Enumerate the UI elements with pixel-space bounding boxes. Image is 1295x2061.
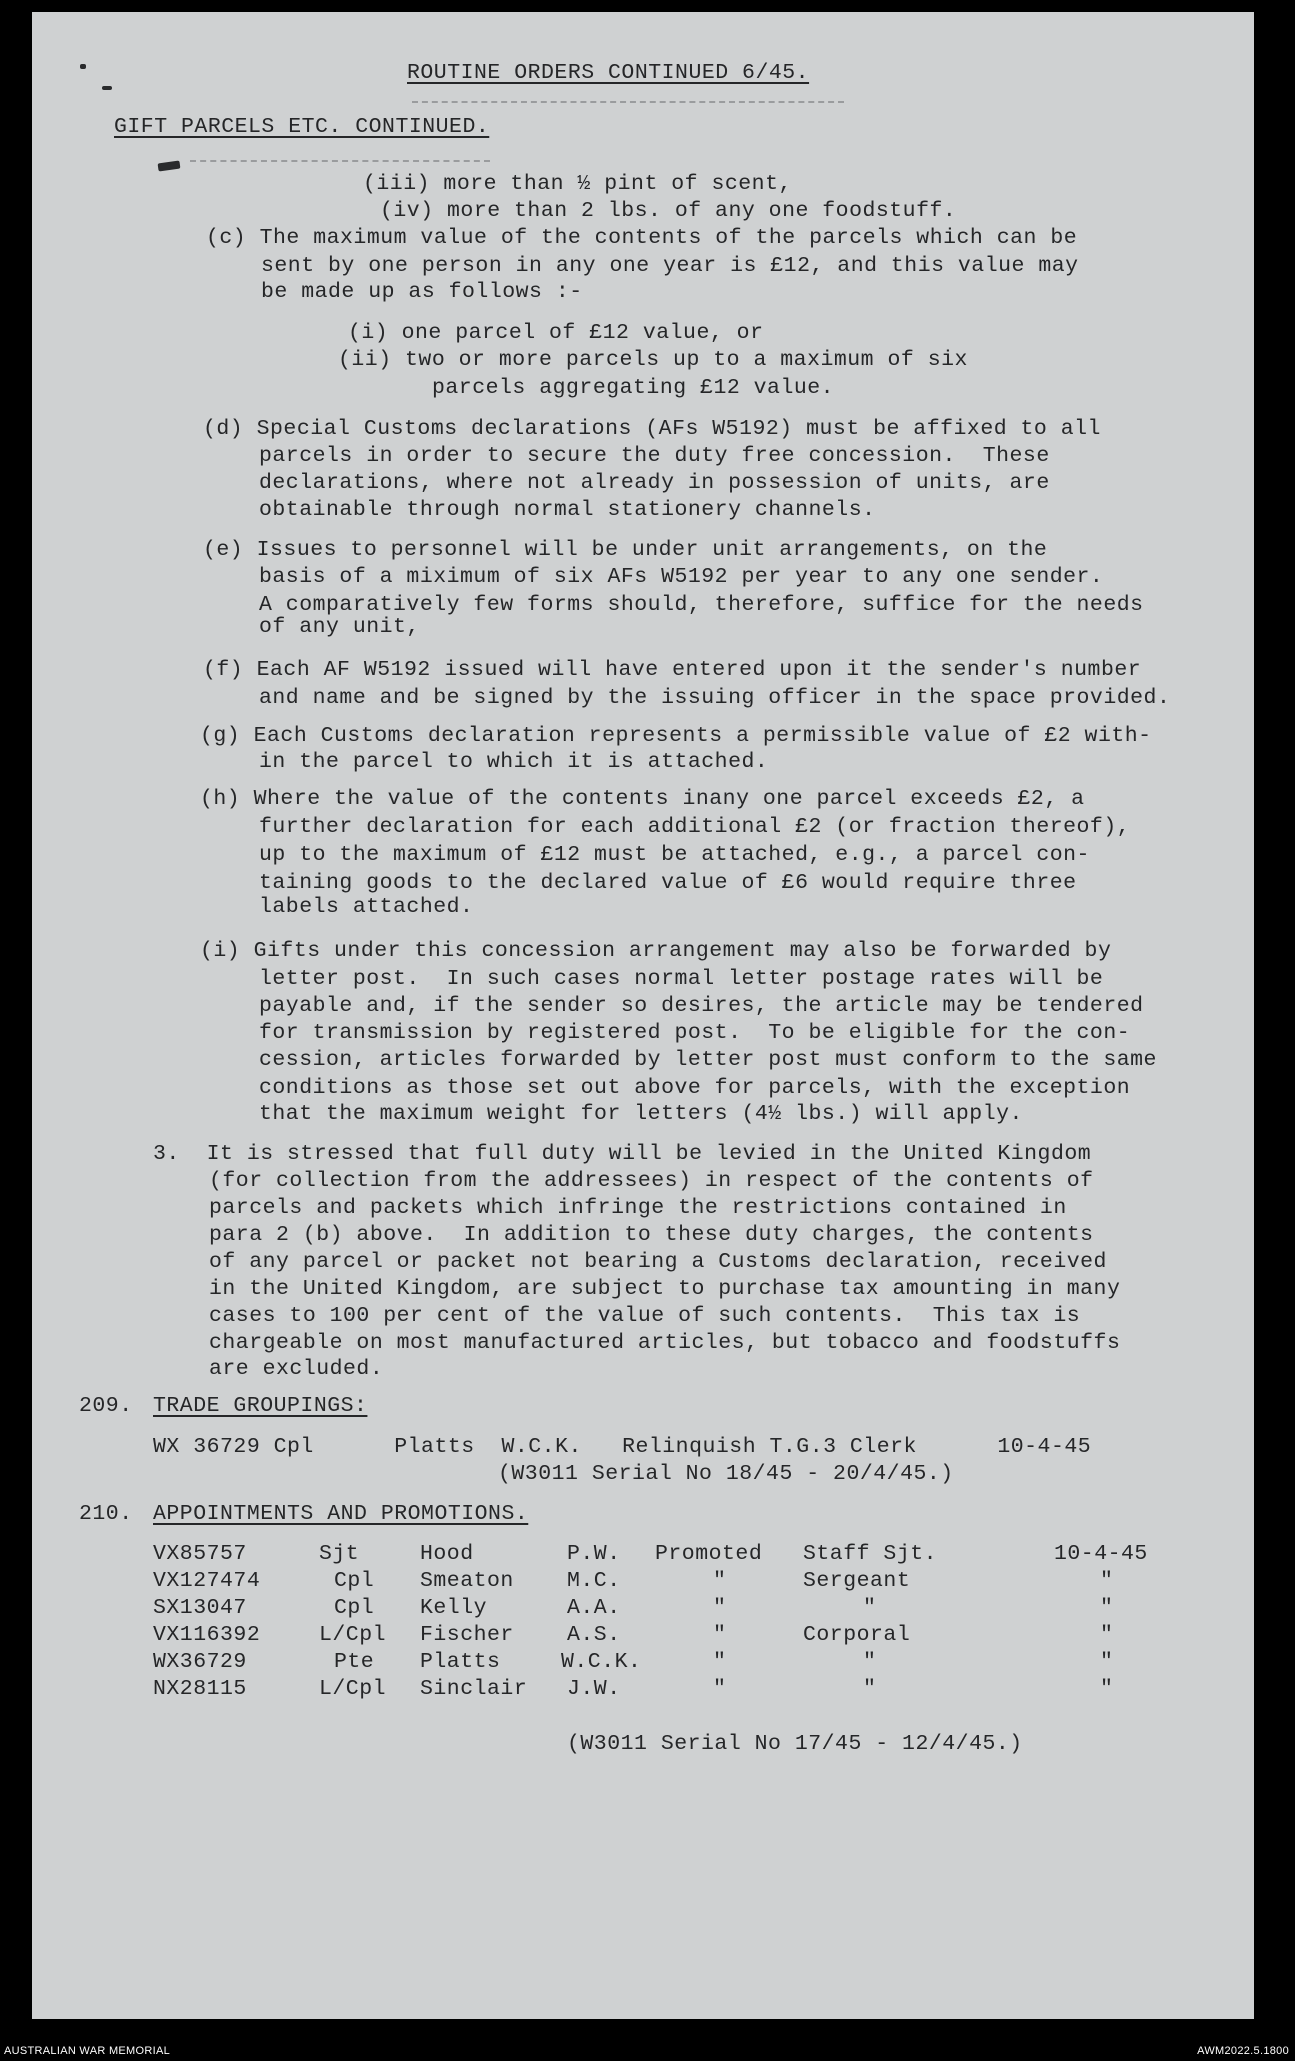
archive-credit: AUSTRALIAN WAR MEMORIAL [4, 2045, 171, 2057]
body-line: are excluded. [209, 1357, 384, 1381]
body-line: A comparatively few forms should, therefore, suffice for the needs [259, 593, 1144, 617]
cell-action: " [713, 1677, 727, 1701]
cell-rank: Cpl [334, 1596, 375, 1620]
body-line: (i) one parcel of £12 value, or [348, 321, 764, 345]
body-line: (d) Special Customs declarations (AFs W5192) must be affixed to all [203, 417, 1101, 441]
body-line: of any parcel or packet not bearing a Customs declaration, received [209, 1250, 1107, 1274]
body-line: cases to 100 per cent of the value of such contents. This tax is [209, 1304, 1081, 1328]
body-line: payable and, if the sender so desires, the article may be tendered [259, 994, 1144, 1018]
body-line: (iv) more than 2 lbs. of any one foodstuff. [380, 199, 957, 223]
ink-mark [80, 64, 86, 69]
body-line: (g) Each Customs declaration represents a permissible value of £2 with- [200, 724, 1152, 748]
divider [412, 101, 844, 103]
cell-number: VX116392 [153, 1623, 261, 1647]
cell-name: Kelly [420, 1596, 488, 1620]
body-line: for transmission by registered post. To be eligible for the con- [259, 1021, 1131, 1045]
body-line: taining goods to the declared value of £6 would require three [259, 871, 1077, 895]
body-line: (f) Each AF W5192 issued will have entered upon it the sender's number [203, 658, 1142, 682]
cell-date: " [1100, 1569, 1114, 1593]
cell-new-rank: Sergeant [803, 1569, 911, 1593]
cell-action: " [713, 1596, 727, 1620]
body-line: in the parcel to which it is attached. [259, 750, 769, 774]
body-line: (e) Issues to personnel will be under unit arrangements, on the [203, 538, 1048, 562]
section-title: APPOINTMENTS AND PROMOTIONS. [153, 1502, 529, 1526]
cell-initials: M.C. [567, 1569, 621, 1593]
body-line: (h) Where the value of the contents inany one parcel exceeds £2, a [200, 787, 1085, 811]
cell-number: VX85757 [153, 1542, 247, 1566]
divider [190, 160, 490, 162]
body-line: (iii) more than ½ pint of scent, [363, 172, 792, 196]
cell-name: Fischer [420, 1623, 514, 1647]
cell-name: Smeaton [420, 1569, 514, 1593]
body-line: labels attached. [259, 895, 474, 919]
cell-action: Promoted [655, 1542, 763, 1566]
body-line: parcels aggregating £12 value. [432, 376, 835, 400]
cell-rank: Cpl [334, 1569, 375, 1593]
cell-initials: J.W. [567, 1677, 621, 1701]
body-line: declarations, where not already in possession of units, are [259, 471, 1050, 495]
cell-action: " [713, 1569, 727, 1593]
trade-grouping-entry: WX 36729 Cpl Platts W.C.K. Relinquish T.G.3 Clerk 10-4-45 [153, 1435, 1092, 1459]
body-line: of any unit, [259, 615, 420, 639]
cell-rank: Pte [334, 1650, 375, 1674]
cell-initials: A.S. [567, 1623, 621, 1647]
cell-number: SX13047 [153, 1596, 247, 1620]
cell-initials: A.A. [567, 1596, 621, 1620]
serial-reference: (W3011 Serial No 17/45 - 12/4/45.) [567, 1732, 1023, 1756]
ink-mark [102, 86, 112, 90]
cell-initials: P.W. [567, 1542, 621, 1566]
body-line: (ii) two or more parcels up to a maximum of six [338, 348, 968, 372]
cell-action: " [713, 1650, 727, 1674]
body-line: parcels and packets which infringe the restrictions contained in [209, 1196, 1067, 1220]
cell-number: NX28115 [153, 1677, 247, 1701]
cell-rank: Sjt [319, 1542, 360, 1566]
body-line: (for collection from the addressees) in respect of the contents of [209, 1169, 1094, 1193]
body-line: 3. It is stressed that full duty will be levied in the United Kingdom [153, 1142, 1092, 1166]
cell-name: Platts [420, 1650, 501, 1674]
cell-number: VX127474 [153, 1569, 261, 1593]
cell-new-rank: Staff Sjt. [803, 1542, 938, 1566]
cell-new-rank: " [863, 1596, 877, 1620]
cell-name: Sinclair [420, 1677, 528, 1701]
body-line: that the maximum weight for letters (4½ lbs.) will apply. [259, 1102, 1023, 1126]
body-line: conditions as those set out above for parcels, with the exception [259, 1076, 1131, 1100]
body-line: sent by one person in any one year is £12, and this value may [261, 254, 1079, 278]
body-line: letter post. In such cases normal letter postage rates will be [259, 967, 1104, 991]
section-number: 210. [79, 1502, 133, 1526]
body-line: (c) The maximum value of the contents of the parcels which can be [206, 226, 1078, 250]
cell-number: WX36729 [153, 1650, 247, 1674]
cell-date: 10-4-45 [1054, 1542, 1148, 1566]
body-line: obtainable through normal stationery channels. [259, 498, 876, 522]
body-line: chargeable on most manufactured articles, but tobacco and foodstuffs [209, 1331, 1121, 1355]
cell-rank: L/Cpl [319, 1623, 387, 1647]
cell-rank: L/Cpl [319, 1677, 387, 1701]
body-line: (i) Gifts under this concession arrangement may also be forwarded by [200, 939, 1112, 963]
cell-new-rank: " [863, 1650, 877, 1674]
body-line: parcels in order to secure the duty free concession. These [259, 444, 1050, 468]
body-line: and name and be signed by the issuing officer in the space provided. [259, 686, 1171, 710]
cell-date: " [1100, 1677, 1114, 1701]
body-line: cession, articles forwarded by letter post must conform to the same [259, 1048, 1157, 1072]
cell-date: " [1100, 1623, 1114, 1647]
body-line: further declaration for each additional £2 (or fraction thereof), [259, 815, 1131, 839]
section-title: TRADE GROUPINGS: [153, 1394, 368, 1418]
cell-date: " [1100, 1596, 1114, 1620]
archive-reference: AWM2022.5.1800 [1197, 2045, 1289, 2057]
cell-new-rank: " [863, 1677, 877, 1701]
serial-reference: (W3011 Serial No 18/45 - 20/4/45.) [498, 1462, 954, 1486]
body-line: para 2 (b) above. In addition to these duty charges, the contents [209, 1223, 1094, 1247]
body-line: be made up as follows :- [261, 280, 583, 304]
ink-mark [158, 161, 181, 172]
cell-date: " [1100, 1650, 1114, 1674]
cell-action: " [713, 1623, 727, 1647]
section-subheading: GIFT PARCELS ETC. CONTINUED. [114, 115, 490, 139]
section-number: 209. [79, 1394, 133, 1418]
body-line: in the United Kingdom, are subject to purchase tax amounting in many [209, 1277, 1121, 1301]
cell-new-rank: Corporal [803, 1623, 911, 1647]
body-line: up to the maximum of £12 must be attached, e.g., a parcel con- [259, 843, 1090, 867]
page-heading: ROUTINE ORDERS CONTINUED 6/45. [407, 61, 810, 85]
cell-initials: W.C.K. [561, 1650, 642, 1674]
body-line: basis of a miximum of six AFs W5192 per year to any one sender. [259, 565, 1104, 589]
cell-name: Hood [420, 1542, 474, 1566]
